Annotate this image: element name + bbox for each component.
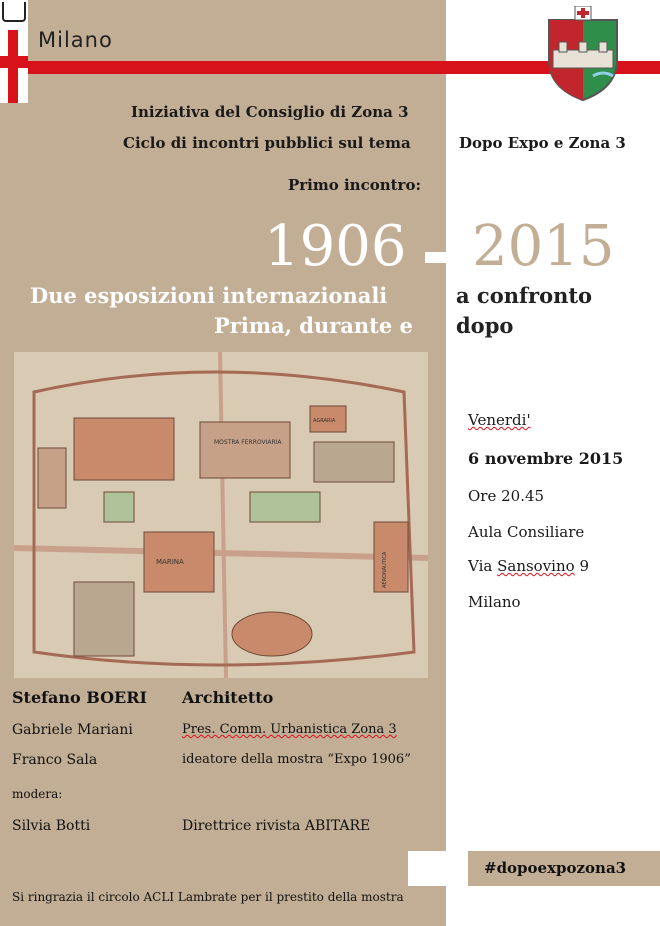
speaker-2-role: Pres. Comm. Urbanistica Zona 3 [182, 722, 397, 737]
hashtag-box-white [408, 851, 468, 886]
moderator-name: Silvia Botti [12, 818, 91, 834]
thanks-note: Si ringrazia il circolo ACLI Lambrate per il prestito della mostra [12, 890, 404, 904]
expo-1906-map [14, 352, 428, 678]
event-street [468, 557, 589, 575]
map-label-agraria: AGRARIA [313, 418, 336, 424]
intro-theme: Dopo Expo e Zona 3 [459, 134, 626, 152]
milano-logo-text: Milano [38, 28, 113, 52]
subtitle-1-black: a confronto [456, 283, 593, 308]
event-city: Milano [468, 593, 521, 611]
map-drawing [14, 352, 428, 678]
event-street-prefix: Via [468, 557, 493, 575]
intro-line-2: Ciclo di incontri pubblici sul tema [123, 134, 411, 152]
event-time: Ore 20.45 [468, 487, 545, 505]
hashtag: #dopoexpozona3 [484, 859, 627, 877]
speaker-1-role: Architetto [182, 688, 274, 707]
map-label-marina: MARINA [156, 558, 184, 566]
map-label-mostra: MOSTRA FERROVIARIA [214, 439, 282, 446]
speaker-3-name: Franco Sala [12, 752, 98, 768]
title-year-start: 1906 [264, 214, 407, 279]
map-label-aeronautica: AERONAUTICA [382, 551, 388, 588]
subtitle-1-white: Due esposizioni internazionali [30, 283, 388, 308]
title-year-end: 2015 [472, 214, 615, 279]
zona3-crest-icon [545, 6, 621, 102]
event-day: Venerdi' [468, 411, 531, 429]
event-street-name: Sansovino [497, 557, 575, 575]
milano-city-emblem [0, 0, 28, 103]
moderator-label: modera: [12, 787, 63, 801]
moderator-role: Direttrice rivista ABITARE [182, 818, 371, 834]
event-venue: Aula Consiliare [468, 523, 585, 541]
speaker-2-name: Gabriele Mariani [12, 722, 133, 738]
subtitle-2-black: dopo [456, 313, 514, 338]
speaker-1-name: Stefano BOERI [12, 688, 147, 707]
event-street-number: 9 [579, 557, 589, 575]
intro-line-3: Primo incontro: [288, 176, 422, 194]
intro-line-1: Iniziativa del Consiglio di Zona 3 [131, 103, 409, 121]
speaker-3-role: ideatore della mostra “Expo 1906” [182, 752, 411, 767]
subtitle-2-white: Prima, durante e [214, 313, 413, 338]
title-dash [425, 252, 459, 263]
event-date: 6 novembre 2015 [468, 449, 624, 468]
